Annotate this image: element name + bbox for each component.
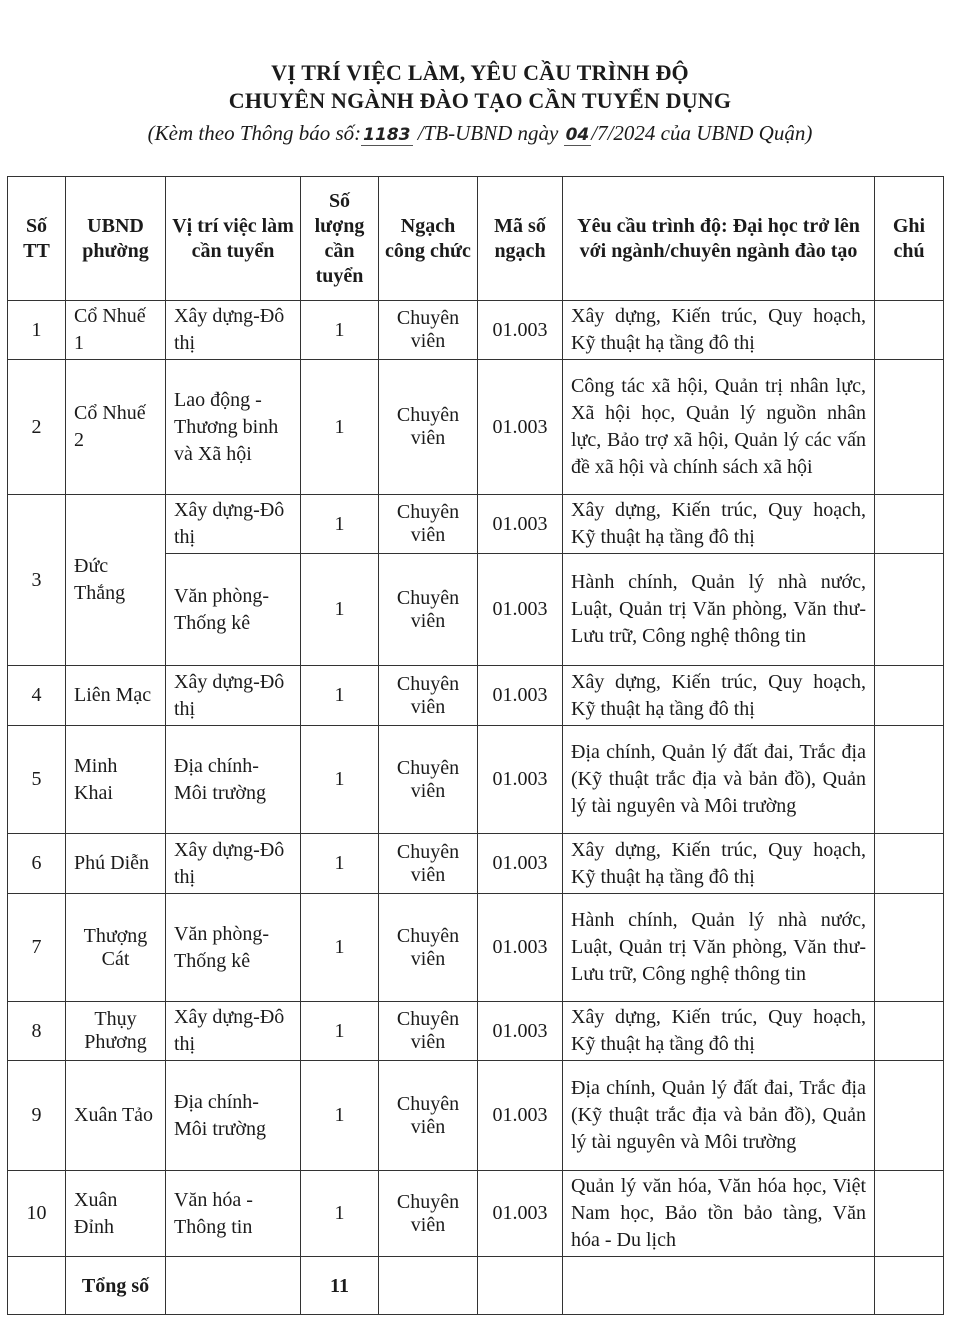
cell-ward: Xuân Tảo	[66, 1061, 166, 1171]
cell-ward: Cổ Nhuế 1	[66, 301, 166, 360]
cell-stt: 5	[8, 726, 66, 834]
cell-code: 01.003	[478, 495, 563, 554]
cell-stt: 9	[8, 1061, 66, 1171]
cell-empty	[563, 1257, 875, 1315]
table-header-row	[8, 177, 944, 301]
subtitle-prefix: (Kèm theo Thông báo số:	[147, 121, 362, 145]
table-row	[8, 1171, 944, 1257]
column-header: Vị trí việc làm cần tuyển	[166, 177, 301, 301]
column-header: UBND phường	[66, 177, 166, 301]
cell-code: 01.003	[478, 1061, 563, 1171]
cell-note	[875, 894, 944, 1002]
column-header: Ngạch công chức	[379, 177, 478, 301]
cell-rank: Chuyên viên	[379, 726, 478, 834]
cell-stt: 6	[8, 834, 66, 894]
cell-position: Văn hóa - Thông tin	[166, 1171, 301, 1257]
cell-requirement: Địa chính, Quản lý đất đai, Trắc địa (Kỹ thuật trắc địa và bản đồ), Quản lý tài nguyên và Môi trường	[563, 1061, 875, 1171]
cell-rank: Chuyên viên	[379, 666, 478, 726]
cell-position: Lao động - Thương binh và Xã hội	[166, 360, 301, 495]
cell-rank: Chuyên viên	[379, 834, 478, 894]
cell-note	[875, 666, 944, 726]
cell-rank: Chuyên viên	[379, 1171, 478, 1257]
table-row	[8, 726, 944, 834]
cell-rank: Chuyên viên	[379, 495, 478, 554]
subtitle-suffix: /7/2024 của UBND Quận)	[591, 121, 813, 145]
cell-ward: Thượng Cát	[66, 894, 166, 1002]
document-header	[0, 58, 960, 150]
cell-quantity: 1	[301, 1002, 379, 1061]
cell-requirement: Xây dựng, Kiến trúc, Quy hoạch, Kỹ thuật hạ tầng đô thị	[563, 1002, 875, 1061]
cell-note	[875, 301, 944, 360]
cell-requirement: Hành chính, Quản lý nhà nước, Luật, Quản trị Văn phòng, Văn thư-Lưu trữ, Công nghệ thông tin	[563, 894, 875, 1002]
cell-code: 01.003	[478, 554, 563, 666]
cell-code: 01.003	[478, 666, 563, 726]
cell-position: Xây dựng-Đô thị	[166, 1002, 301, 1061]
cell-rank: Chuyên viên	[379, 301, 478, 360]
document-title-line2: CHUYÊN NGÀNH ĐÀO TẠO CẦN TUYỂN DỤNG	[228, 88, 732, 113]
table-row	[8, 834, 944, 894]
cell-note	[875, 1002, 944, 1061]
cell-empty	[379, 1257, 478, 1315]
column-header: Mã số ngạch	[478, 177, 563, 301]
cell-quantity: 1	[301, 495, 379, 554]
cell-ward: Phú Diễn	[66, 834, 166, 894]
cell-position: Xây dựng-Đô thị	[166, 301, 301, 360]
cell-position: Xây dựng-Đô thị	[166, 834, 301, 894]
cell-quantity: 1	[301, 726, 379, 834]
cell-quantity: 1	[301, 1061, 379, 1171]
cell-note	[875, 726, 944, 834]
cell-quantity: 1	[301, 301, 379, 360]
cell-stt: 2	[8, 360, 66, 495]
cell-note	[875, 554, 944, 666]
cell-quantity: 1	[301, 666, 379, 726]
column-header: Ghi chú	[875, 177, 944, 301]
cell-rank: Chuyên viên	[379, 1002, 478, 1061]
cell-stt: 1	[8, 301, 66, 360]
subtitle-mid: /TB-UBND ngày	[417, 121, 559, 145]
cell-code: 01.003	[478, 726, 563, 834]
table-row	[8, 1002, 944, 1061]
cell-stt: 10	[8, 1171, 66, 1257]
cell-note	[875, 1171, 944, 1257]
cell-quantity: 1	[301, 554, 379, 666]
cell-quantity: 1	[301, 834, 379, 894]
cell-empty	[8, 1257, 66, 1315]
cell-position: Địa chính-Môi trường	[166, 726, 301, 834]
cell-requirement: Hành chính, Quản lý nhà nước, Luật, Quản trị Văn phòng, Văn thư-Lưu trữ, Công nghệ thông tin	[563, 554, 875, 666]
total-label: Tổng số	[66, 1257, 166, 1315]
cell-requirement: Quản lý văn hóa, Văn hóa học, Việt Nam học, Bảo tồn bảo tàng, Văn hóa - Du lịch	[563, 1171, 875, 1257]
document-subtitle	[0, 118, 960, 150]
cell-ward: Thụy Phương	[66, 1002, 166, 1061]
cell-code: 01.003	[478, 360, 563, 495]
cell-rank: Chuyên viên	[379, 1061, 478, 1171]
cell-quantity: 1	[301, 894, 379, 1002]
cell-position: Xây dựng-Đô thị	[166, 495, 301, 554]
cell-stt: 7	[8, 894, 66, 1002]
date-day-handwritten: 04	[565, 125, 590, 145]
table-row	[8, 666, 944, 726]
cell-stt: 8	[8, 1002, 66, 1061]
cell-position: Văn phòng-Thống kê	[166, 894, 301, 1002]
cell-code: 01.003	[478, 1171, 563, 1257]
cell-empty	[478, 1257, 563, 1315]
column-header: Yêu cầu trình độ: Đại học trở lên với ngành/chuyên ngành đào tạo	[563, 177, 875, 301]
cell-ward: Liên Mạc	[66, 666, 166, 726]
cell-note	[875, 360, 944, 495]
cell-requirement: Xây dựng, Kiến trúc, Quy hoạch, Kỹ thuật hạ tầng đô thị	[563, 834, 875, 894]
cell-position: Văn phòng-Thống kê	[166, 554, 301, 666]
table-row	[8, 1061, 944, 1171]
cell-empty	[875, 1257, 944, 1315]
cell-requirement: Xây dựng, Kiến trúc, Quy hoạch, Kỹ thuật hạ tầng đô thị	[563, 301, 875, 360]
cell-rank: Chuyên viên	[379, 554, 478, 666]
cell-ward: Xuân Đỉnh	[66, 1171, 166, 1257]
cell-quantity: 1	[301, 1171, 379, 1257]
notice-number-handwritten: 1183	[363, 125, 411, 145]
document-title-line1: VỊ TRÍ VIỆC LÀM, YÊU CẦU TRÌNH ĐỘ	[271, 60, 689, 85]
cell-code: 01.003	[478, 1002, 563, 1061]
cell-requirement: Công tác xã hội, Quản trị nhân lực, Xã hội học, Quản lý nguồn nhân lực, Bảo trợ xã hội, Quản lý các vấn đề xã hội và chính sách xã hội	[563, 360, 875, 495]
cell-stt: 4	[8, 666, 66, 726]
cell-empty	[166, 1257, 301, 1315]
cell-note	[875, 1061, 944, 1171]
cell-position: Địa chính-Môi trường	[166, 1061, 301, 1171]
cell-position: Xây dựng-Đô thị	[166, 666, 301, 726]
table-row	[8, 495, 944, 554]
recruitment-table	[7, 176, 944, 1315]
cell-quantity: 1	[301, 360, 379, 495]
cell-ward: Minh Khai	[66, 726, 166, 834]
column-header: Số lượng cần tuyển	[301, 177, 379, 301]
cell-requirement: Xây dựng, Kiến trúc, Quy hoạch, Kỹ thuật hạ tầng đô thị	[563, 666, 875, 726]
cell-code: 01.003	[478, 834, 563, 894]
cell-ward: Cổ Nhuế 2	[66, 360, 166, 495]
column-header: Số TT	[8, 177, 66, 301]
cell-note	[875, 495, 944, 554]
table-row	[8, 301, 944, 360]
cell-note	[875, 834, 944, 894]
table-total-row	[8, 1257, 944, 1315]
cell-rank: Chuyên viên	[379, 360, 478, 495]
total-quantity: 11	[301, 1257, 379, 1315]
cell-stt: 3	[8, 495, 66, 666]
cell-rank: Chuyên viên	[379, 894, 478, 1002]
cell-requirement: Địa chính, Quản lý đất đai, Trắc địa (Kỹ thuật trắc địa và bản đồ), Quản lý tài nguyên và Môi trường	[563, 726, 875, 834]
cell-code: 01.003	[478, 894, 563, 1002]
table-row	[8, 894, 944, 1002]
cell-requirement: Xây dựng, Kiến trúc, Quy hoạch, Kỹ thuật hạ tầng đô thị	[563, 495, 875, 554]
cell-ward: Đức Thắng	[66, 495, 166, 666]
table-row	[8, 360, 944, 495]
cell-code: 01.003	[478, 301, 563, 360]
